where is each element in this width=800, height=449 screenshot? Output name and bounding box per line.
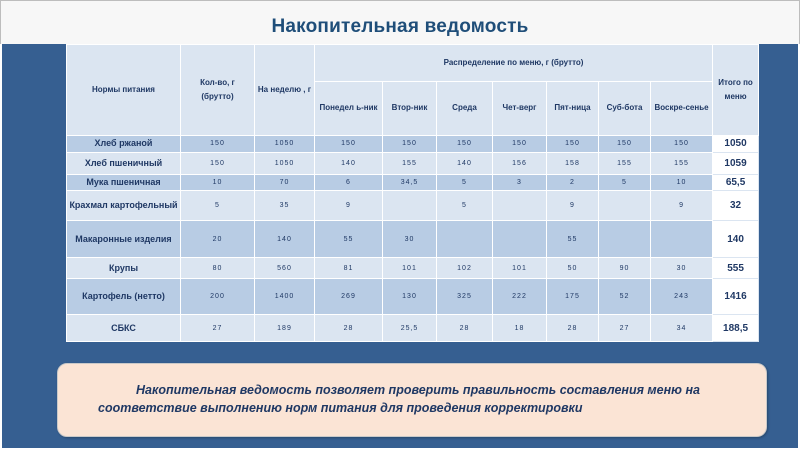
header-norms: Нормы питания — [67, 45, 181, 136]
cell-total: 1050 — [713, 136, 759, 152]
table-row — [67, 191, 759, 221]
header-day-wednesday: Среда — [437, 81, 493, 135]
cell-day — [599, 191, 651, 221]
cell-day: 28 — [547, 315, 599, 342]
cell-day — [493, 191, 547, 221]
cell-day: 175 — [547, 279, 599, 315]
cell-qty: 200 — [181, 279, 255, 315]
cell-day: 9 — [651, 191, 713, 221]
cell-day: 155 — [651, 152, 713, 175]
cell-week: 1050 — [255, 136, 315, 152]
cell-total: 1059 — [713, 152, 759, 175]
cell-qty: 5 — [181, 191, 255, 221]
cell-day: 52 — [599, 279, 651, 315]
cell-day: 28 — [437, 315, 493, 342]
cell-day: 155 — [383, 152, 437, 175]
cell-week: 35 — [255, 191, 315, 221]
table-row — [67, 315, 759, 342]
cell-day — [599, 221, 651, 258]
cell-total: 1416 — [713, 279, 759, 315]
row-name: СБКС — [67, 315, 181, 342]
cell-day: 25,5 — [383, 315, 437, 342]
header-total: Итого по меню — [713, 45, 759, 136]
cell-qty: 80 — [181, 257, 255, 279]
header-day-monday: Понедел ь-ник — [315, 81, 383, 135]
cell-day: 130 — [383, 279, 437, 315]
cell-day: 5 — [599, 175, 651, 191]
cell-day: 158 — [547, 152, 599, 175]
header-day-friday: Пят-ница — [547, 81, 599, 135]
cell-day: 3 — [493, 175, 547, 191]
cell-qty: 150 — [181, 136, 255, 152]
cell-week: 189 — [255, 315, 315, 342]
row-name: Макаронные изделия — [67, 221, 181, 258]
header-qty: Кол-во, г (брутто) — [181, 45, 255, 136]
table-container — [66, 44, 758, 342]
cell-day: 27 — [599, 315, 651, 342]
page-title: Накопительная ведомость — [271, 16, 529, 37]
cell-week: 70 — [255, 175, 315, 191]
cell-day — [383, 191, 437, 221]
cell-qty: 150 — [181, 152, 255, 175]
row-name: Мука пшеничная — [67, 175, 181, 191]
cell-day: 81 — [315, 257, 383, 279]
row-name: Хлеб пшеничный — [67, 152, 181, 175]
cell-day: 150 — [437, 136, 493, 152]
cell-day: 101 — [383, 257, 437, 279]
note-box — [57, 363, 767, 437]
cell-day: 140 — [437, 152, 493, 175]
cell-day: 243 — [651, 279, 713, 315]
cell-day: 18 — [493, 315, 547, 342]
table-row — [67, 136, 759, 152]
cell-day: 325 — [437, 279, 493, 315]
cell-week: 1400 — [255, 279, 315, 315]
cell-day: 90 — [599, 257, 651, 279]
cell-day: 34 — [651, 315, 713, 342]
header-distribution: Распределение по меню, г (брутто) — [315, 45, 713, 82]
cell-day: 102 — [437, 257, 493, 279]
header-week: На неделю , г — [255, 45, 315, 136]
cell-total: 140 — [713, 221, 759, 258]
summary-table — [66, 44, 759, 342]
table-row — [67, 175, 759, 191]
cell-day: 150 — [547, 136, 599, 152]
cell-day: 140 — [315, 152, 383, 175]
cell-day: 30 — [383, 221, 437, 258]
cell-day: 101 — [493, 257, 547, 279]
cell-total: 188,5 — [713, 315, 759, 342]
table-row — [67, 257, 759, 279]
cell-week: 560 — [255, 257, 315, 279]
cell-day: 6 — [315, 175, 383, 191]
table-row — [67, 221, 759, 258]
cell-day: 55 — [547, 221, 599, 258]
cell-day: 50 — [547, 257, 599, 279]
cell-day: 34,5 — [383, 175, 437, 191]
table-row — [67, 152, 759, 175]
cell-day: 5 — [437, 191, 493, 221]
header-day-tuesday: Втор-ник — [383, 81, 437, 135]
row-name: Хлеб ржаной — [67, 136, 181, 152]
row-name: Крахмал картофельный — [67, 191, 181, 221]
cell-day: 269 — [315, 279, 383, 315]
cell-day: 9 — [547, 191, 599, 221]
cell-day: 156 — [493, 152, 547, 175]
cell-day: 150 — [493, 136, 547, 152]
cell-day: 222 — [493, 279, 547, 315]
cell-day: 2 — [547, 175, 599, 191]
cell-day: 5 — [437, 175, 493, 191]
row-name: Картофель (нетто) — [67, 279, 181, 315]
cell-day: 150 — [383, 136, 437, 152]
cell-day: 28 — [315, 315, 383, 342]
header-day-thursday: Чет-верг — [493, 81, 547, 135]
cell-total: 65,5 — [713, 175, 759, 191]
note-text: Накопительная ведомость позволяет проверить правильность составления меню на соответствие выполнению норм питания для проведения корректировки — [98, 383, 700, 415]
cell-qty: 10 — [181, 175, 255, 191]
cell-day: 10 — [651, 175, 713, 191]
cell-day: 9 — [315, 191, 383, 221]
cell-week: 140 — [255, 221, 315, 258]
cell-day — [493, 221, 547, 258]
header-day-sunday: Воскре-сенье — [651, 81, 713, 135]
cell-day: 155 — [599, 152, 651, 175]
cell-day: 55 — [315, 221, 383, 258]
header-day-saturday: Суб-бота — [599, 81, 651, 135]
table-row — [67, 279, 759, 315]
cell-day — [437, 221, 493, 258]
row-name: Крупы — [67, 257, 181, 279]
cell-day: 150 — [315, 136, 383, 152]
cell-qty: 27 — [181, 315, 255, 342]
cell-total: 32 — [713, 191, 759, 221]
cell-day: 150 — [599, 136, 651, 152]
cell-day: 30 — [651, 257, 713, 279]
cell-day: 150 — [651, 136, 713, 152]
cell-day — [651, 221, 713, 258]
cell-week: 1050 — [255, 152, 315, 175]
cell-total: 555 — [713, 257, 759, 279]
cell-qty: 20 — [181, 221, 255, 258]
